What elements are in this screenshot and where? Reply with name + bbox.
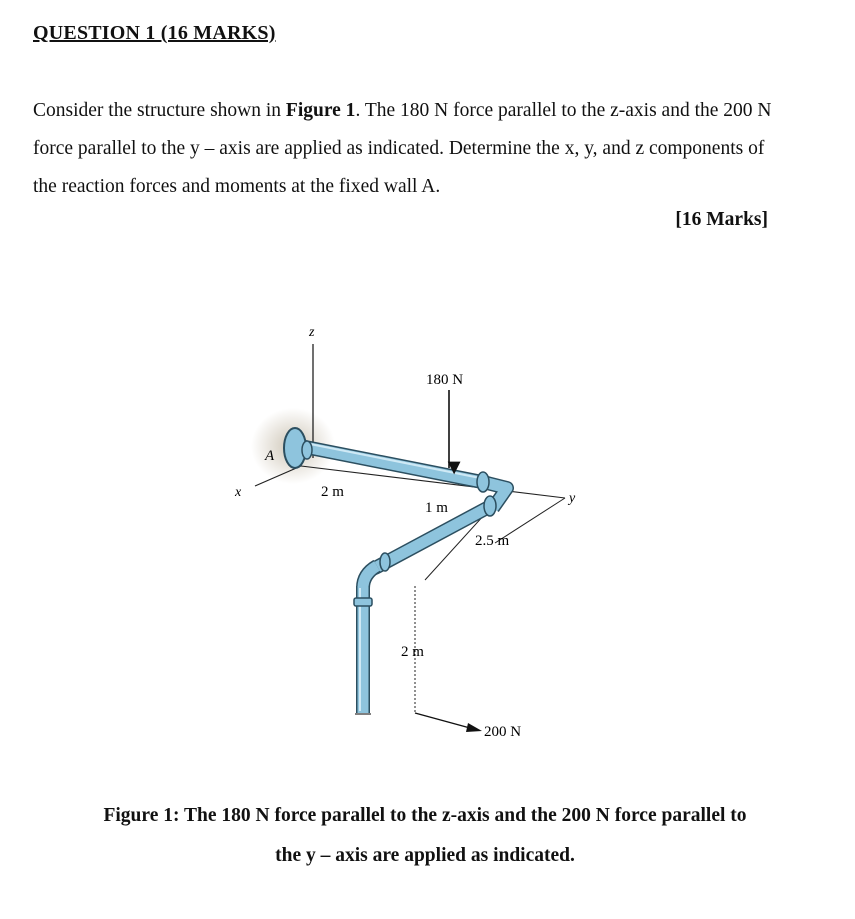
caption-line-2: the y – axis are applied as indicated. — [275, 845, 575, 866]
axis-z-label: z — [309, 325, 315, 340]
dim-2-5m-label: 2.5 m — [475, 533, 510, 549]
force-200-line — [415, 713, 470, 728]
wall-flange-hub — [302, 441, 312, 459]
question-text-part1: Consider the structure shown in — [33, 100, 286, 121]
question-heading: QUESTION 1 (16 MARKS) — [33, 22, 276, 44]
coupling-diagonal — [380, 553, 390, 571]
axis-y-label: y — [569, 491, 576, 506]
coupling-vertical — [354, 598, 372, 606]
question-text — [33, 92, 793, 206]
dim-1m-label: 1 m — [425, 500, 448, 516]
figure-reference: Figure 1 — [285, 100, 356, 121]
dim-2m-top-label: 2 m — [321, 484, 344, 500]
caption-line-1: Figure 1: The 180 N force parallel to the z-axis and the 200 N force parallel to — [103, 805, 747, 826]
axis-x-label: x — [235, 485, 242, 500]
dim-2m-vertical-label: 2 m — [401, 644, 424, 660]
figure-1 — [225, 318, 585, 753]
force-200-arrowhead — [466, 723, 482, 732]
pipe-diagram — [225, 318, 585, 748]
marks-label: [16 Marks] — [675, 209, 768, 230]
force-180-label: 180 N — [426, 372, 464, 388]
pipe-segment-diagonal-fill — [375, 508, 487, 568]
pipe-top-highlight — [305, 443, 485, 479]
question-text-part2: . The 180 N force parallel to the z-axis and the 200 N force parallel to the y – axis are applied as indicated. Determine the x, y, and z components of the reaction forces and moments at the fixed wall A. — [33, 100, 772, 197]
coupling-mid-right — [484, 496, 496, 516]
point-a-label: A — [265, 448, 275, 464]
coupling-top-right — [477, 472, 489, 492]
force-200-label: 200 N — [484, 724, 522, 740]
figure-caption — [40, 796, 810, 876]
